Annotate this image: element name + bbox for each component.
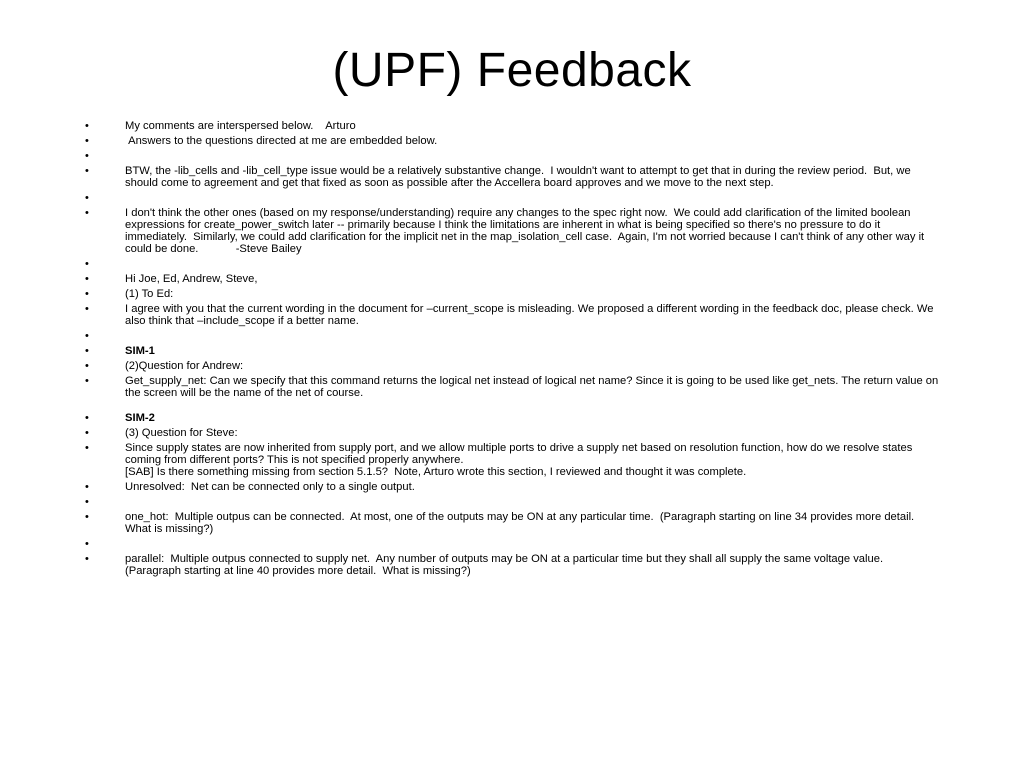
- bullet-icon: •: [85, 330, 89, 342]
- bullet-line: I don't think the other ones (based on my response/understanding) require any changes to the spec right now. We could add clarification of the limited boolean expressions for create_power_switch later -- primarily because I think the limitations are inherent in what is being specified so there's no pressure to do it immediately. Similarly, we could add clarification for the implicit net in the map_isolation_cell case. Again, I'm not worried because I can't think of any other way it could be done. -Steve Bailey: [125, 207, 928, 255]
- bullet-icon: •: [85, 412, 89, 424]
- bullet-icon: •: [85, 303, 89, 315]
- bullet-text: [125, 553, 941, 577]
- bullet-icon: •: [85, 375, 89, 387]
- bullet-item: [85, 427, 941, 439]
- bullet-text: [125, 427, 941, 439]
- bullet-line: BTW, the -lib_cells and -lib_cell_type issue would be a relatively substantive change. I wouldn't want to attempt to get that in during the review period. But, we should come to agreement and get that fixed as soon as possible after the Accellera board approves and we move to the next step.: [125, 165, 914, 189]
- bullet-line: Answers to the questions directed at me are embedded below.: [125, 135, 438, 147]
- bullet-text: [125, 412, 941, 424]
- slide-title: (UPF) Feedback: [332, 44, 692, 97]
- bullet-text: [125, 481, 941, 493]
- bullet-icon: •: [85, 258, 89, 270]
- bullet-icon: •: [85, 538, 89, 550]
- bullet-item: [85, 538, 941, 550]
- bullet-line: SIM-2: [125, 412, 155, 424]
- bullet-icon: •: [85, 360, 89, 372]
- bullet-line: Unresolved: Net can be connected only to a single output.: [125, 481, 415, 493]
- bullet-text: [125, 273, 941, 285]
- bullet-icon: •: [85, 165, 89, 177]
- bullet-text: [125, 165, 941, 189]
- bullet-line: Since supply states are now inherited from supply port, and we allow multiple ports to drive a supply net based on resolution function, how do we resolve states coming from different ports? This is not specified properly anywhere.: [125, 442, 916, 466]
- bullet-list: [85, 120, 941, 580]
- bullet-item: [85, 120, 941, 132]
- bullet-icon: •: [85, 288, 89, 300]
- bullet-line: I agree with you that the current wording in the document for –current_scope is misleading. We proposed a different wording in the feedback doc, please check. We also think that –include_scope if a better name.: [125, 303, 937, 327]
- bullet-text: [125, 135, 941, 147]
- bullet-item: [85, 442, 941, 478]
- bullet-icon: •: [85, 135, 89, 147]
- bullet-item: [85, 496, 941, 508]
- bullet-icon: •: [85, 481, 89, 493]
- bullet-line: Get_supply_net: Can we specify that this command returns the logical net instead of logical net name? Since it is going to be used like get_nets. The return value on the screen will be the name of the net of course.: [125, 375, 942, 399]
- bullet-icon: •: [85, 511, 89, 523]
- bullet-item: [85, 135, 941, 147]
- bullet-item: [85, 481, 941, 493]
- bullet-line: [SAB] Is there something missing from section 5.1.5? Note, Arturo wrote this section, I reviewed and thought it was complete.: [125, 466, 747, 478]
- bullet-item: [85, 553, 941, 577]
- bullet-item: [85, 258, 941, 270]
- bullet-line: (1) To Ed:: [125, 288, 174, 300]
- bullet-text: [125, 120, 941, 132]
- bullet-item: [85, 375, 941, 399]
- bullet-line: (3) Question for Steve:: [125, 427, 238, 439]
- bullet-icon: •: [85, 207, 89, 219]
- bullet-text: [125, 511, 941, 535]
- bullet-icon: •: [85, 120, 89, 132]
- bullet-icon: •: [85, 496, 89, 508]
- bullet-line: SIM-1: [125, 345, 155, 357]
- bullet-text: [125, 375, 941, 399]
- bullet-line: Hi Joe, Ed, Andrew, Steve,: [125, 273, 258, 285]
- bullet-item: [85, 273, 941, 285]
- bullet-text: [125, 360, 941, 372]
- bullet-item: [85, 412, 941, 424]
- bullet-line: My comments are interspersed below. Arturo: [125, 120, 356, 132]
- bullet-line: parallel: Multiple outpus connected to supply net. Any number of outputs may be ON at a particular time but they shall all supply the same voltage value. (Paragraph starting at line 40 provides more detail. What is missing?): [125, 553, 890, 577]
- bullet-text: [125, 288, 941, 300]
- bullet-item: [85, 360, 941, 372]
- bullet-text: [125, 345, 941, 357]
- bullet-line: one_hot: Multiple outpus can be connected. At most, one of the outputs may be ON at any particular time. (Paragraph starting on line 34 provides more detail. What is missing?): [125, 511, 921, 535]
- bullet-icon: •: [85, 553, 89, 565]
- bullet-icon: •: [85, 427, 89, 439]
- bullet-icon: •: [85, 273, 89, 285]
- bullet-text: [125, 207, 941, 255]
- bullet-item: [85, 303, 941, 327]
- bullet-item: [85, 207, 941, 255]
- bullet-item: [85, 345, 941, 357]
- bullet-item: [85, 165, 941, 189]
- bullet-line: (2)Question for Andrew:: [125, 360, 244, 372]
- bullet-icon: •: [85, 442, 89, 454]
- bullet-item: [85, 150, 941, 162]
- bullet-item: [85, 330, 941, 342]
- bullet-icon: •: [85, 192, 89, 204]
- bullet-item: [85, 288, 941, 300]
- bullet-text: [125, 442, 941, 478]
- bullet-item: [85, 192, 941, 204]
- bullet-text: [125, 303, 941, 327]
- bullet-icon: •: [85, 345, 89, 357]
- bullet-item: [85, 511, 941, 535]
- bullet-icon: •: [85, 150, 89, 162]
